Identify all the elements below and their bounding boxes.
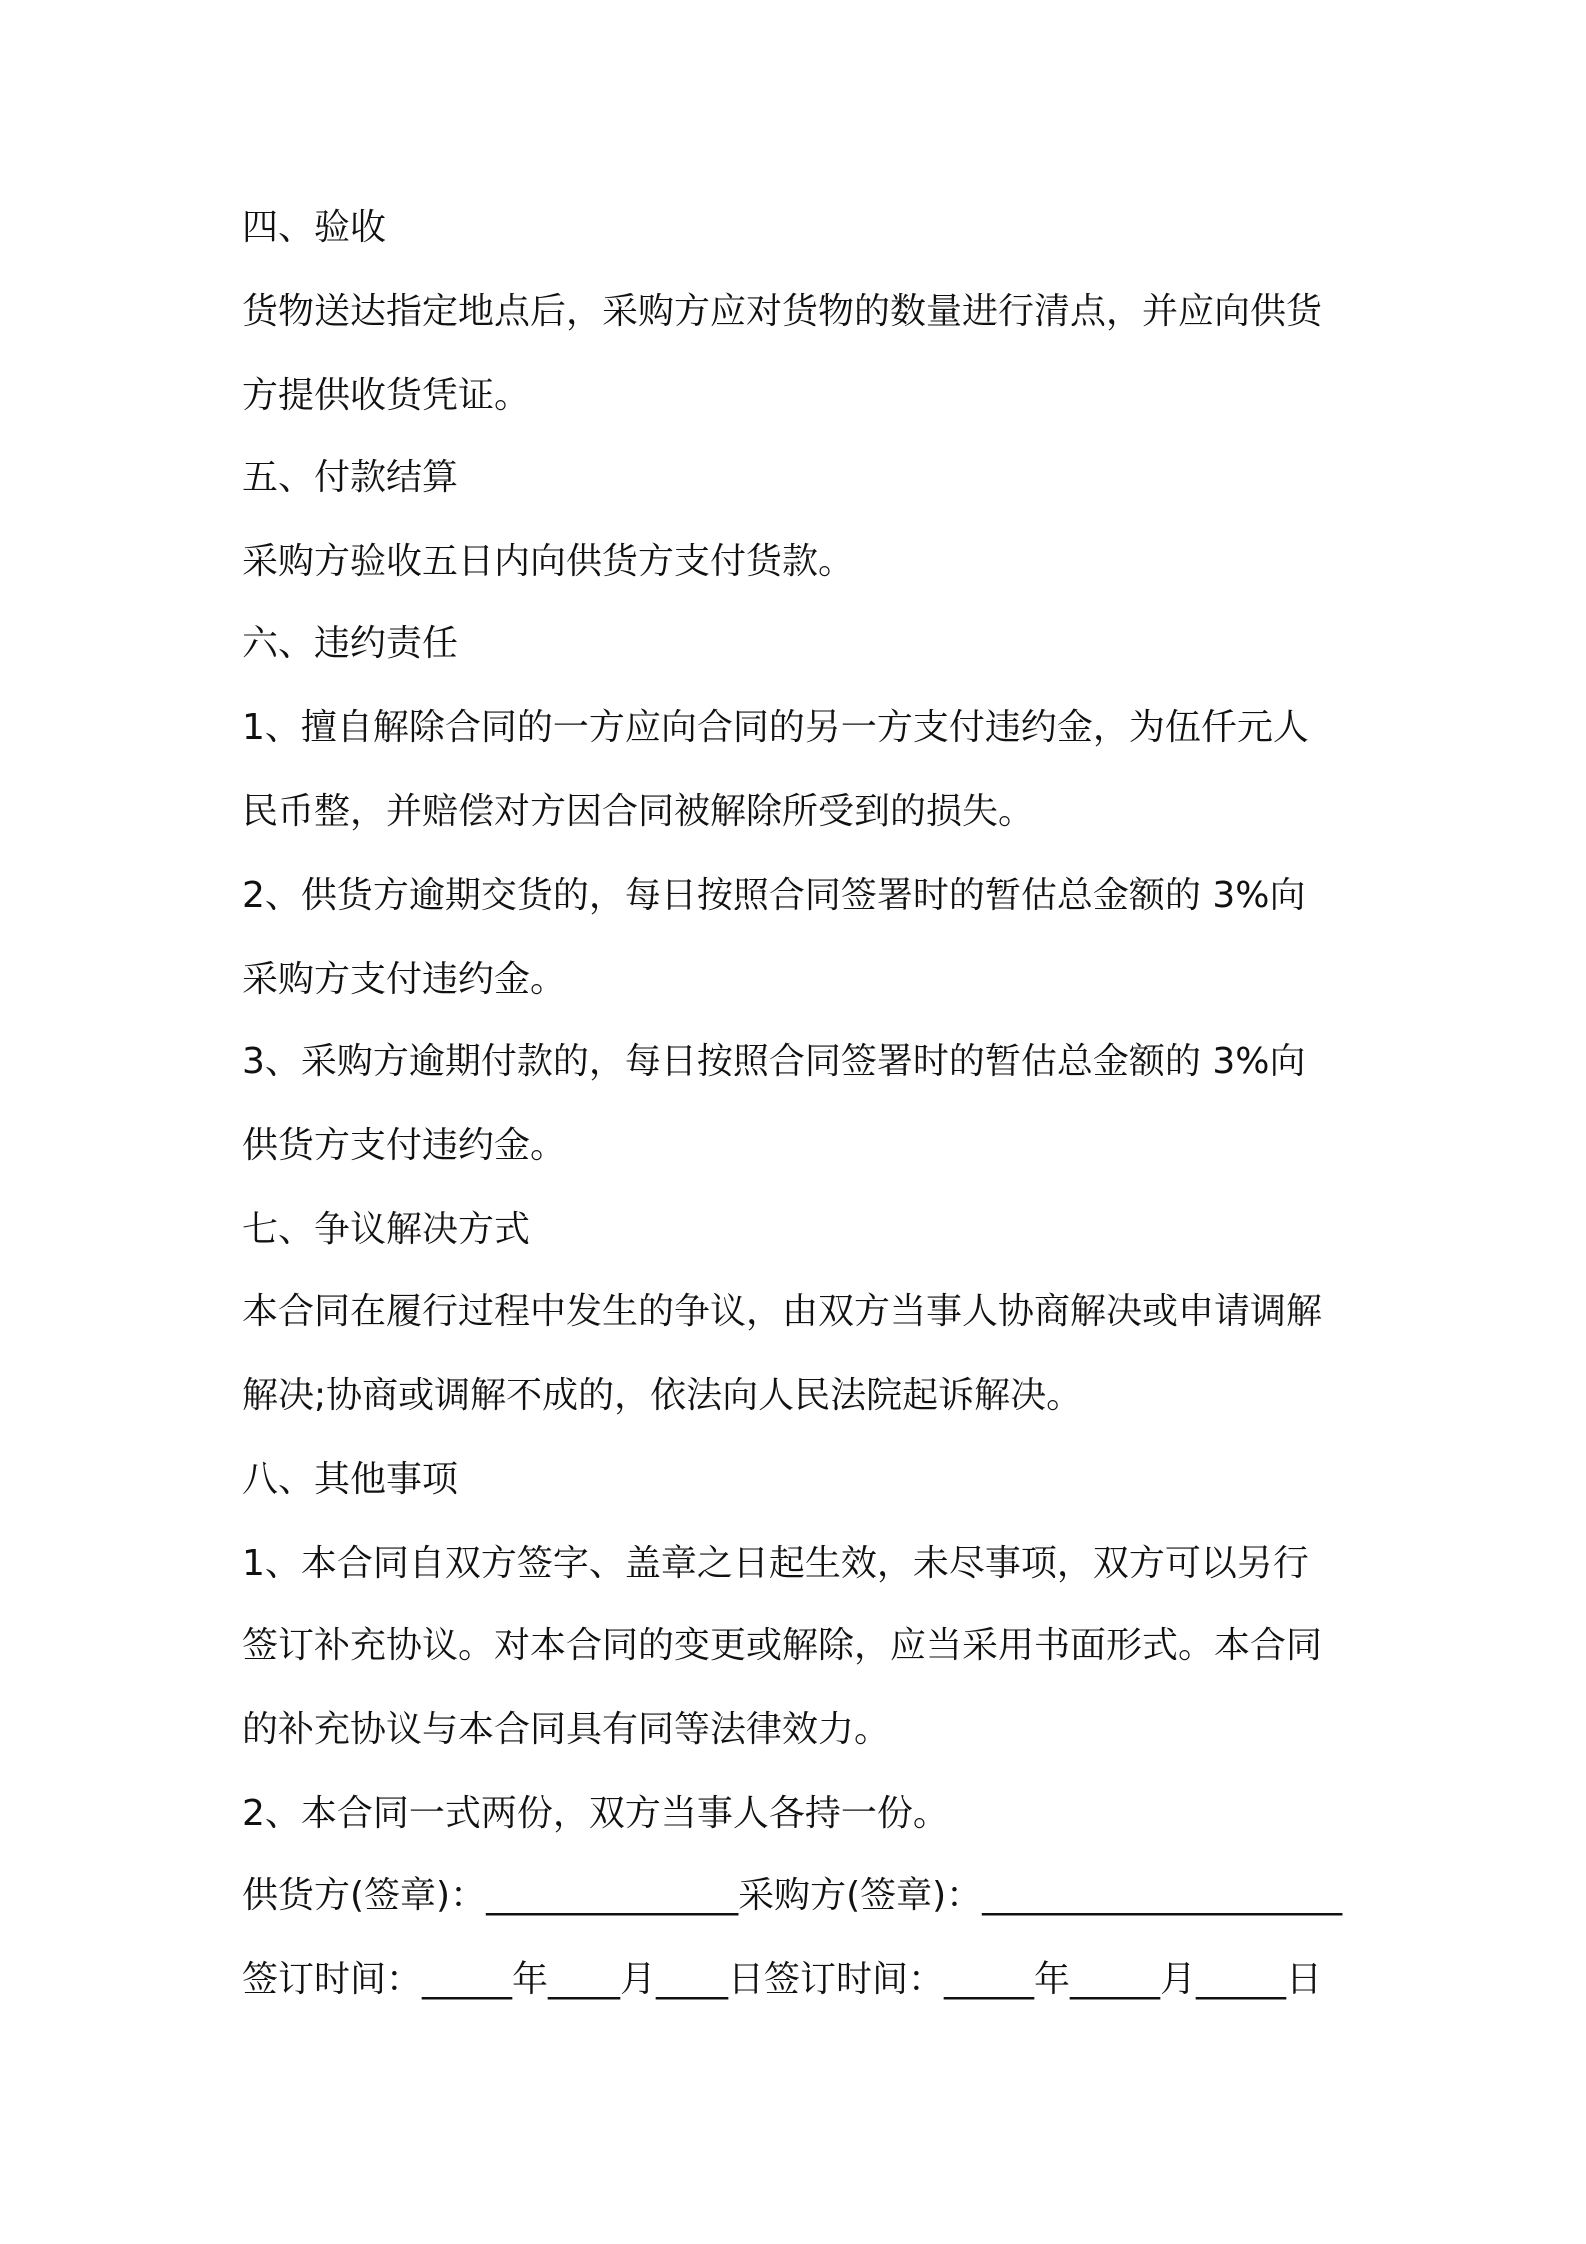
paragraph-line: 民币整，并赔偿对方因合同被解除所受到的损失。 [242, 791, 1035, 832]
section-heading-acceptance: 四、验收 [242, 207, 387, 248]
paragraph-line: 1、擅自解除合同的一方应向合同的另一方支付违约金，为伍仟元人 [242, 707, 1309, 748]
signing-date-line: 签订时间：_____年____月____日签订时间：_____年_____月_____日 [242, 1959, 1323, 2000]
paragraph-line: 2、供货方逾期交货的，每日按照合同签署时的暂估总金额的 3%向 [242, 875, 1306, 916]
section-heading-other: 八、其他事项 [242, 1459, 459, 1500]
paragraph-line: 采购方支付违约金。 [242, 959, 567, 1000]
paragraph-line: 1、本合同自双方签字、盖章之日起生效，未尽事项，双方可以另行 [242, 1543, 1309, 1584]
paragraph-line: 本合同在履行过程中发生的争议，由双方当事人协商解决或申请调解 [242, 1291, 1323, 1332]
paragraph-line: 解决;协商或调解不成的，依法向人民法院起诉解决。 [242, 1375, 1083, 1416]
paragraph-line: 的补充协议与本合同具有同等法律效力。 [242, 1709, 891, 1750]
paragraph-line: 采购方验收五日内向供货方支付货款。 [242, 541, 855, 582]
paragraph-line: 供货方支付违约金。 [242, 1125, 567, 1166]
paragraph-line: 3、采购方逾期付款的，每日按照合同签署时的暂估总金额的 3%向 [242, 1041, 1306, 1082]
paragraph-line: 货物送达指定地点后，采购方应对货物的数量进行清点，并应向供货 [242, 291, 1323, 332]
section-heading-breach: 六、违约责任 [242, 623, 459, 664]
section-heading-payment: 五、付款结算 [242, 457, 459, 498]
section-heading-dispute: 七、争议解决方式 [242, 1209, 531, 1250]
paragraph-line: 2、本合同一式两份，双方当事人各持一份。 [242, 1793, 949, 1834]
signature-line: 供货方(签章)：______________采购方(签章)：____________________ [242, 1875, 1343, 1916]
paragraph-line: 方提供收货凭证。 [242, 375, 531, 416]
paragraph-line: 签订补充协议。对本合同的变更或解除，应当采用书面形式。本合同 [242, 1625, 1323, 1666]
